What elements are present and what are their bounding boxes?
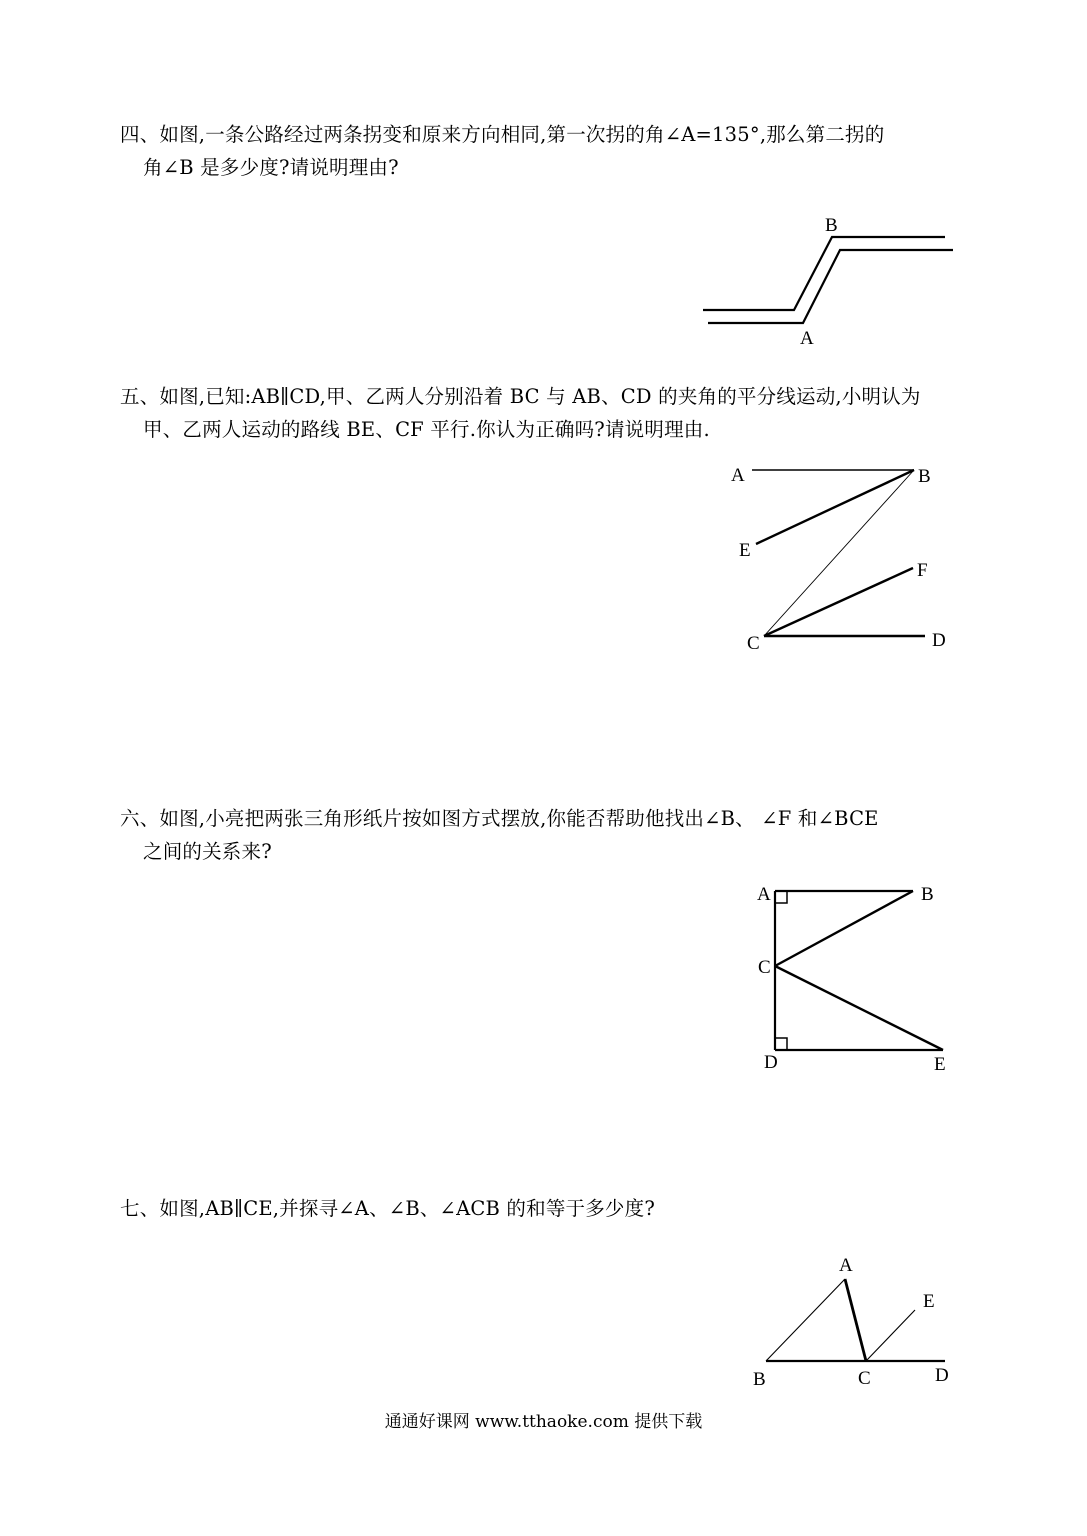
- label-B: B: [921, 884, 934, 905]
- label-D: D: [935, 1365, 949, 1386]
- label-B: B: [753, 1369, 766, 1390]
- label-F: F: [917, 560, 928, 581]
- label-C: C: [858, 1368, 871, 1389]
- question-4-line2: 角∠B 是多少度?请说明理由?: [143, 156, 399, 179]
- label-A: A: [800, 328, 814, 349]
- segment-BA: [766, 1279, 845, 1361]
- footer-source: 通通好课网 www.tthaoke.com 提供下载: [384, 1412, 703, 1432]
- label-B: B: [825, 215, 838, 236]
- question-7-line1: 七、如图,AB∥CE,并探寻∠A、∠B、∠ACB 的和等于多少度?: [120, 1197, 655, 1220]
- question-5-line2: 甲、乙两人运动的路线 BE、CF 平行.你认为正确吗?请说明理由.: [143, 418, 710, 441]
- label-E: E: [923, 1291, 935, 1312]
- label-E: E: [739, 540, 751, 561]
- label-D: D: [764, 1052, 778, 1073]
- label-A: A: [731, 465, 745, 486]
- label-B: B: [918, 466, 931, 487]
- question-6-line1: 六、如图,小亮把两张三角形纸片按如图方式摆放,你能否帮助他找出∠B、 ∠F 和∠BCE: [120, 807, 879, 830]
- label-A: A: [757, 884, 771, 905]
- label-D: D: [932, 630, 946, 651]
- label-C: C: [758, 957, 771, 978]
- question-5-line1: 五、如图,已知:AB∥CD,甲、乙两人分别沿着 BC 与 AB、CD 的夹角的平分线运动,小明认为: [120, 385, 921, 408]
- question-6-line2: 之间的关系来?: [143, 840, 272, 863]
- label-E: E: [934, 1054, 946, 1075]
- question-4-line1: 四、如图,一条公路经过两条拐变和原来方向相同,第一次拐的角∠A=135°,那么第二拐的: [120, 123, 885, 146]
- segment-AC: [845, 1279, 866, 1361]
- segment-CE: [866, 1310, 915, 1361]
- label-A: A: [839, 1255, 853, 1276]
- label-C: C: [747, 633, 760, 654]
